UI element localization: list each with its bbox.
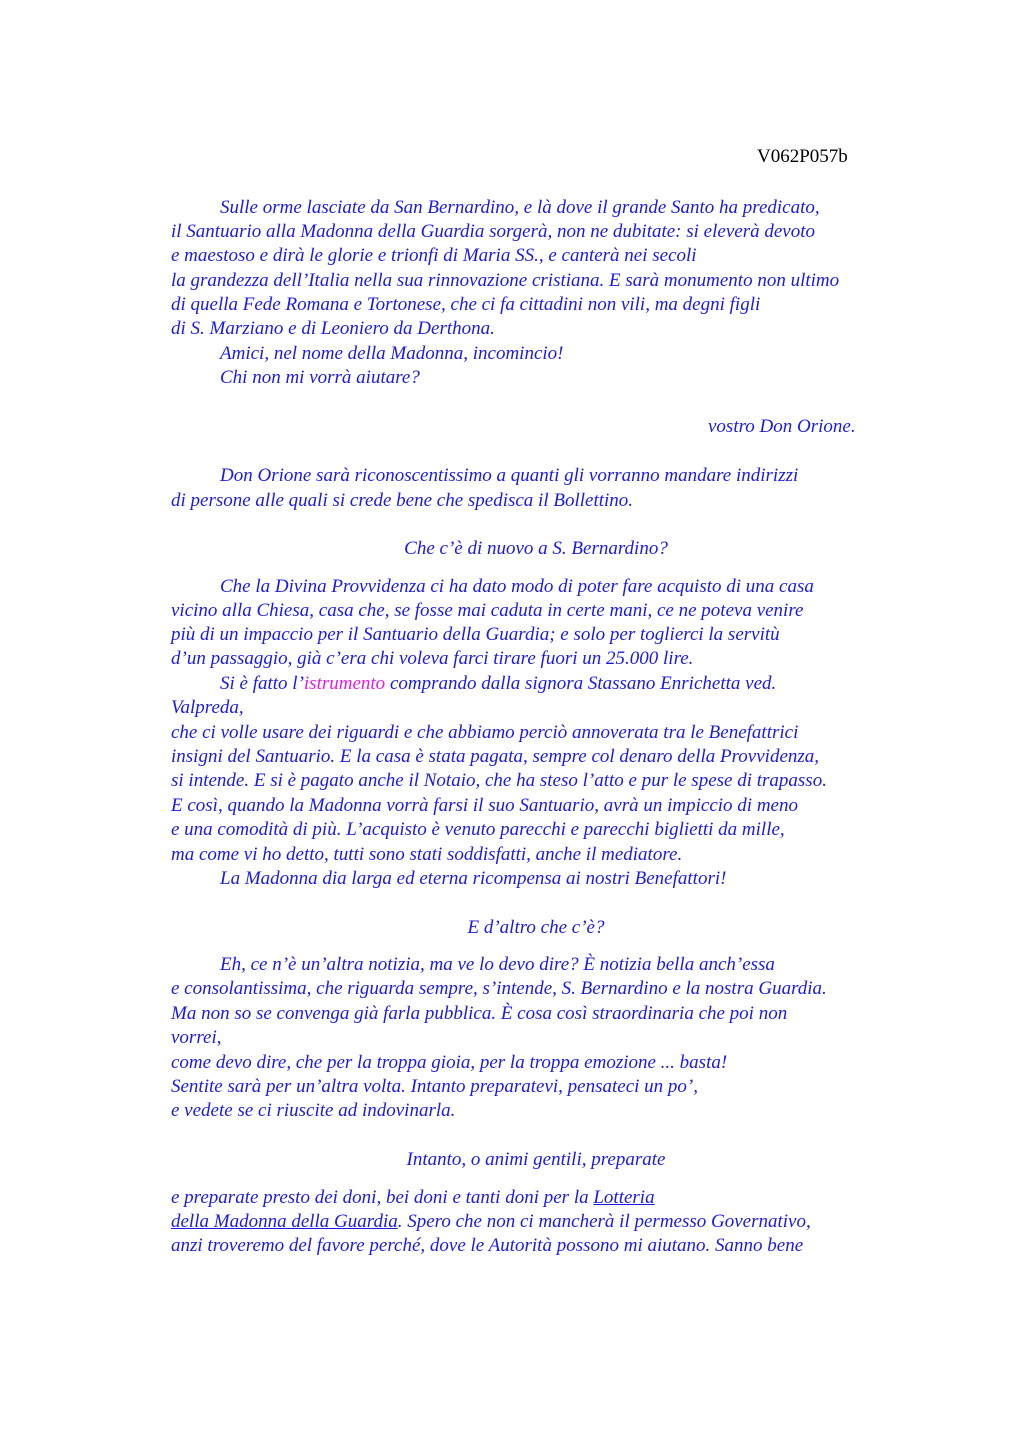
text-segment: Si è fatto l’ [220,673,304,694]
highlighted-word: istrumento [303,673,386,694]
section-heading: Intanto, o animi gentili, preparate [406,1149,666,1170]
text-segment: comprando dalla signora Stassano Enrichetta ved. [385,673,777,694]
section-heading: E d’altro che c’è? [467,917,605,938]
text-line: più di un impaccio per il Santuario della Guardia; e solo per toglierci la servitù [171,624,780,645]
signature: vostro Don Orione. [708,416,856,437]
text-line [171,1186,655,1210]
text-line: Don Orione sarà riconoscentissimo a quanti gli vorranno mandare indirizzi [220,465,799,486]
text-line: anzi troveremo del favore perché, dove le Autorità possono mi aiutano. Sanno bene [171,1235,804,1256]
text-line: come devo dire, che per la troppa gioia, per la troppa emozione ... basta! [171,1052,728,1073]
text-line: e consolantissima, che riguarda sempre, s’intende, S. Bernardino e la nostra Guardia. [171,978,827,999]
text-line: si intende. E si è pagato anche il Notaio, che ha steso l’atto e pur le spese di trapasso. [171,770,827,791]
text-line: E così, quando la Madonna vorrà farsi il suo Santuario, avrà un impiccio di meno [171,795,798,816]
text-line: vicino alla Chiesa, casa che, se fosse mai caduta in certe mani, ce ne poteva venire [171,600,804,621]
text-line: di quella Fede Romana e Tortonese, che ci fa cittadini non vili, ma degni figli [171,294,761,315]
text-line: Sentite sarà per un’altra volta. Intanto preparatevi, pensateci un po’, [171,1076,698,1097]
text-line: e vedete se ci riuscite ad indovinarla. [171,1100,456,1121]
section-heading: Che c’è di nuovo a S. Bernardino? [404,538,668,559]
text-segment: . Spero che non ci mancherà il permesso Governativo, [397,1211,811,1232]
text-line: la grandezza dell’Italia nella sua rinnovazione cristiana. E sarà monumento non ultimo [171,270,840,291]
text-line: Eh, ce n’è un’altra notizia, ma ve lo devo dire? È notizia bella anch’essa [220,954,775,975]
reference-code: V062P057b [757,146,848,167]
text-segment: e preparate presto dei doni, bei doni e tanti doni per la [171,1187,594,1208]
text-line: insigni del Santuario. E la casa è stata pagata, sempre col denaro della Provvidenza, [171,746,820,767]
lottery-link-part: Lotteria [593,1187,655,1208]
text-line: d’un passaggio, già c’era chi voleva farci tirare fuori un 25.000 lire. [171,648,694,669]
text-line: Ma non so se convenga già farla pubblica. È cosa così straordinaria che poi non [171,1003,788,1024]
text-line: Valpreda, [171,697,244,718]
text-line: Amici, nel nome della Madonna, incomincio! [220,343,564,364]
text-line: vorrei, [171,1027,222,1048]
text-line [171,1210,811,1234]
text-line: che ci volle usare dei riguardi e che abbiamo perciò annoverata tra le Benefattrici [171,722,799,743]
text-line [220,672,776,696]
text-line: di persone alle quali si crede bene che spedisca il Bollettino. [171,490,634,511]
text-line: il Santuario alla Madonna della Guardia sorgerà, non ne dubitate: si eleverà devoto [171,221,815,242]
text-line: Sulle orme lasciate da San Bernardino, e là dove il grande Santo ha predicato, [220,197,820,218]
text-line: Chi non mi vorrà aiutare? [220,367,420,388]
text-line: Che la Divina Provvidenza ci ha dato modo di poter fare acquisto di una casa [220,576,814,597]
text-line: La Madonna dia larga ed eterna ricompensa ai nostri Benefattori! [220,868,727,889]
text-line: di S. Marziano e di Leoniero da Derthona. [171,318,495,339]
lottery-link-part: della Madonna della Guardia [171,1211,398,1232]
text-line: e maestoso e dirà le glorie e trionfi di Maria SS., e canterà nei secoli [171,245,697,266]
text-line: e una comodità di più. L’acquisto è venuto parecchi e parecchi biglietti da mille, [171,819,785,840]
text-line: ma come vi ho detto, tutti sono stati soddisfatti, anche il mediatore. [171,844,683,865]
